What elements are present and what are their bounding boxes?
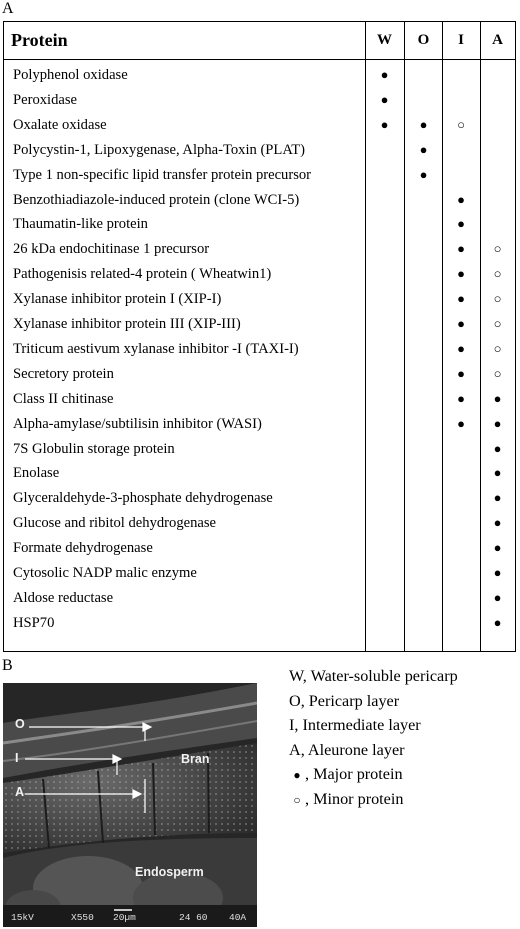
cell-o-marker xyxy=(405,88,442,113)
header-i: I xyxy=(458,32,464,48)
legend xyxy=(289,664,517,812)
table-row xyxy=(4,437,515,462)
cell-o-marker xyxy=(405,212,442,237)
cell-o-marker xyxy=(405,312,442,337)
cell-i-marker: ● xyxy=(457,415,465,431)
cell-a-marker: ● xyxy=(493,415,502,431)
sem-suffix: 40A xyxy=(229,912,247,923)
table-row xyxy=(4,212,515,237)
cell-a-marker: ○ xyxy=(493,365,502,381)
cell-a-marker: ● xyxy=(493,614,502,630)
cell-w-marker xyxy=(365,437,404,462)
legend-item xyxy=(289,713,517,738)
protein-name: Xylanase inhibitor protein I (XIP-I) xyxy=(13,291,222,308)
cell-a-marker xyxy=(480,88,515,113)
cell-w-marker xyxy=(365,212,404,237)
panel-a-label: A xyxy=(2,0,14,17)
cell-o-marker xyxy=(405,561,442,586)
cell-w-marker: ● xyxy=(380,67,389,82)
label-i: I xyxy=(15,751,19,765)
header-o: O xyxy=(417,32,430,48)
protein-name: Glucose and ribitol dehydrogenase xyxy=(13,515,217,532)
label-a: A xyxy=(15,785,25,799)
table-row xyxy=(4,138,515,163)
cell-a-marker: ● xyxy=(493,465,502,481)
cell-o-marker: ● xyxy=(419,116,428,132)
table-row xyxy=(4,486,515,511)
cell-a-marker: ● xyxy=(493,589,502,605)
protein-name: Polycystin-1, Lipoxygenase, Alpha-Toxin (PLAT) xyxy=(13,141,306,158)
cell-i-marker xyxy=(442,461,480,486)
sem-magnification: X550 xyxy=(71,912,94,923)
cell-i-marker xyxy=(442,561,480,586)
table-row xyxy=(4,63,515,88)
table-row xyxy=(4,312,515,337)
protein-name: Formate dehydrogenase xyxy=(13,540,153,557)
cell-o-marker xyxy=(405,586,442,611)
table-row xyxy=(4,337,515,362)
cell-o-marker xyxy=(405,188,442,213)
cell-o-marker xyxy=(405,536,442,561)
cell-i-marker: ● xyxy=(457,291,465,307)
cell-o-marker: ● xyxy=(419,166,428,182)
cell-i-marker xyxy=(442,486,480,511)
cell-i-marker xyxy=(442,611,480,636)
cell-i-marker: ○ xyxy=(457,116,465,132)
protein-name: Thaumatin-like protein xyxy=(13,216,148,233)
cell-a-marker xyxy=(480,138,515,163)
protein-name: Type 1 non-specific lipid transfer protein precursor xyxy=(13,166,312,183)
header-w: W xyxy=(377,32,392,48)
protein-table xyxy=(3,21,516,652)
sem-scale-bar: 20µm xyxy=(113,912,136,923)
header-protein: Protein xyxy=(11,30,68,50)
sem-micrograph xyxy=(3,683,257,927)
cell-o-marker xyxy=(405,362,442,387)
cell-o-marker xyxy=(405,437,442,462)
table-row xyxy=(4,412,515,437)
cell-i-marker xyxy=(442,138,480,163)
protein-name: Triticum aestivum xylanase inhibitor -I (TAXI-I) xyxy=(13,340,299,357)
cell-a-marker xyxy=(480,113,515,138)
cell-w-marker xyxy=(365,536,404,561)
header-a: A xyxy=(492,32,503,48)
cell-a-marker: ○ xyxy=(493,266,502,282)
cell-w-marker xyxy=(365,486,404,511)
cell-i-marker xyxy=(442,88,480,113)
cell-o-marker xyxy=(405,461,442,486)
cell-w-marker xyxy=(365,287,404,312)
cell-o-marker xyxy=(405,237,442,262)
cell-i-marker xyxy=(442,437,480,462)
sem-voltage: 15kV xyxy=(11,912,34,923)
cell-a-marker xyxy=(480,212,515,237)
table-row xyxy=(4,113,515,138)
major-symbol: ● xyxy=(293,768,301,783)
cell-o-marker: ● xyxy=(419,141,428,157)
cell-w-marker xyxy=(365,461,404,486)
table-row xyxy=(4,511,515,536)
cell-i-marker xyxy=(442,536,480,561)
cell-w-marker xyxy=(365,188,404,213)
protein-name: HSP70 xyxy=(13,614,55,631)
cell-o-marker xyxy=(405,486,442,511)
cell-a-marker: ● xyxy=(493,490,502,506)
cell-a-marker: ○ xyxy=(493,241,502,257)
cell-i-marker xyxy=(442,163,480,188)
cell-a-marker xyxy=(480,188,515,213)
table-row xyxy=(4,536,515,561)
table-row xyxy=(4,561,515,586)
cell-i-marker: ● xyxy=(457,266,465,282)
cell-w-marker xyxy=(365,362,404,387)
cell-o-marker xyxy=(405,387,442,412)
cell-w-marker xyxy=(365,511,404,536)
label-bran: Bran xyxy=(181,752,210,766)
cell-a-marker: ○ xyxy=(493,291,502,307)
cell-a-marker: ● xyxy=(493,390,502,406)
cell-o-marker xyxy=(405,611,442,636)
cell-w-marker xyxy=(365,262,404,287)
legend-text: A, Aleurone layer xyxy=(289,740,405,759)
minor-symbol: ○ xyxy=(293,792,301,807)
cell-i-marker: ● xyxy=(457,216,465,232)
legend-item xyxy=(289,762,517,787)
cell-o-marker xyxy=(405,287,442,312)
cell-a-marker xyxy=(480,163,515,188)
sem-id: 24 60 xyxy=(179,912,208,923)
cell-i-marker xyxy=(442,586,480,611)
legend-item xyxy=(289,664,517,689)
cell-w-marker xyxy=(365,387,404,412)
protein-name: Peroxidase xyxy=(13,91,78,108)
protein-name: Glyceraldehyde-3-phosphate dehydrogenase xyxy=(13,490,273,507)
table-row xyxy=(4,461,515,486)
protein-name: Alpha-amylase/subtilisin inhibitor (WASI) xyxy=(13,415,262,432)
cell-a-marker: ○ xyxy=(493,340,502,356)
protein-name: 26 kDa endochitinase 1 precursor xyxy=(13,241,210,258)
legend-text: I, Intermediate layer xyxy=(289,716,421,735)
legend-text: O, Pericarp layer xyxy=(289,691,400,710)
cell-w-marker xyxy=(365,337,404,362)
cell-o-marker xyxy=(405,412,442,437)
legend-item xyxy=(289,689,517,714)
cell-i-marker xyxy=(442,63,480,88)
table-row xyxy=(4,188,515,213)
protein-name: Enolase xyxy=(13,465,60,482)
table-row xyxy=(4,88,515,113)
cell-o-marker xyxy=(405,511,442,536)
cell-a-marker xyxy=(480,63,515,88)
legend-text: , Minor protein xyxy=(305,789,404,808)
table-row xyxy=(4,611,515,636)
cell-i-marker: ● xyxy=(457,340,465,356)
protein-name: Polyphenol oxidase xyxy=(13,67,128,83)
label-endosperm: Endosperm xyxy=(135,865,204,879)
header-divider xyxy=(4,59,515,60)
protein-name: Cytosolic NADP malic enzyme xyxy=(13,565,197,581)
cell-o-marker xyxy=(405,63,442,88)
protein-name: Pathogenisis related-4 protein ( Wheatwin1) xyxy=(13,266,272,283)
cell-a-marker: ○ xyxy=(493,316,502,331)
cell-w-marker xyxy=(365,611,404,636)
cell-w-marker xyxy=(365,561,404,586)
protein-name: Class II chitinase xyxy=(13,390,114,407)
table-row xyxy=(4,287,515,312)
cell-i-marker: ● xyxy=(457,316,465,331)
protein-name: Oxalate oxidase xyxy=(13,116,107,133)
table-row xyxy=(4,262,515,287)
cell-w-marker: ● xyxy=(380,91,389,107)
protein-name: Aldose reductase xyxy=(13,589,114,606)
label-o: O xyxy=(15,717,25,731)
micrograph-image xyxy=(3,683,257,927)
cell-w-marker xyxy=(365,163,404,188)
table-row xyxy=(4,362,515,387)
cell-w-marker xyxy=(365,586,404,611)
cell-w-marker: ● xyxy=(380,116,389,132)
cell-i-marker xyxy=(442,511,480,536)
cell-o-marker xyxy=(405,337,442,362)
protein-name: Secretory protein xyxy=(13,365,114,382)
cell-i-marker: ● xyxy=(457,191,465,207)
legend-text: W, Water-soluble pericarp xyxy=(289,667,458,685)
cell-i-marker: ● xyxy=(457,390,465,406)
cell-o-marker xyxy=(405,262,442,287)
protein-name: 7S Globulin storage protein xyxy=(13,440,175,457)
table-row xyxy=(4,163,515,188)
cell-w-marker xyxy=(365,237,404,262)
legend-text: , Major protein xyxy=(305,765,403,784)
cell-w-marker xyxy=(365,412,404,437)
cell-i-marker: ● xyxy=(457,365,465,381)
cell-a-marker: ● xyxy=(493,440,502,456)
cell-a-marker: ● xyxy=(493,565,502,580)
panel-b-label: B xyxy=(2,657,13,674)
legend-item xyxy=(289,787,517,812)
table-row xyxy=(4,237,515,262)
cell-w-marker xyxy=(365,138,404,163)
table-row xyxy=(4,586,515,611)
cell-w-marker xyxy=(365,312,404,337)
protein-name: Benzothiadiazole-induced protein (clone WCI-5) xyxy=(13,191,300,208)
protein-name: Xylanase inhibitor protein III (XIP-III) xyxy=(13,316,241,332)
table-row xyxy=(4,387,515,412)
legend-item xyxy=(289,738,517,763)
cell-a-marker: ● xyxy=(493,540,502,556)
cell-a-marker: ● xyxy=(493,515,502,531)
cell-i-marker: ● xyxy=(457,241,465,257)
